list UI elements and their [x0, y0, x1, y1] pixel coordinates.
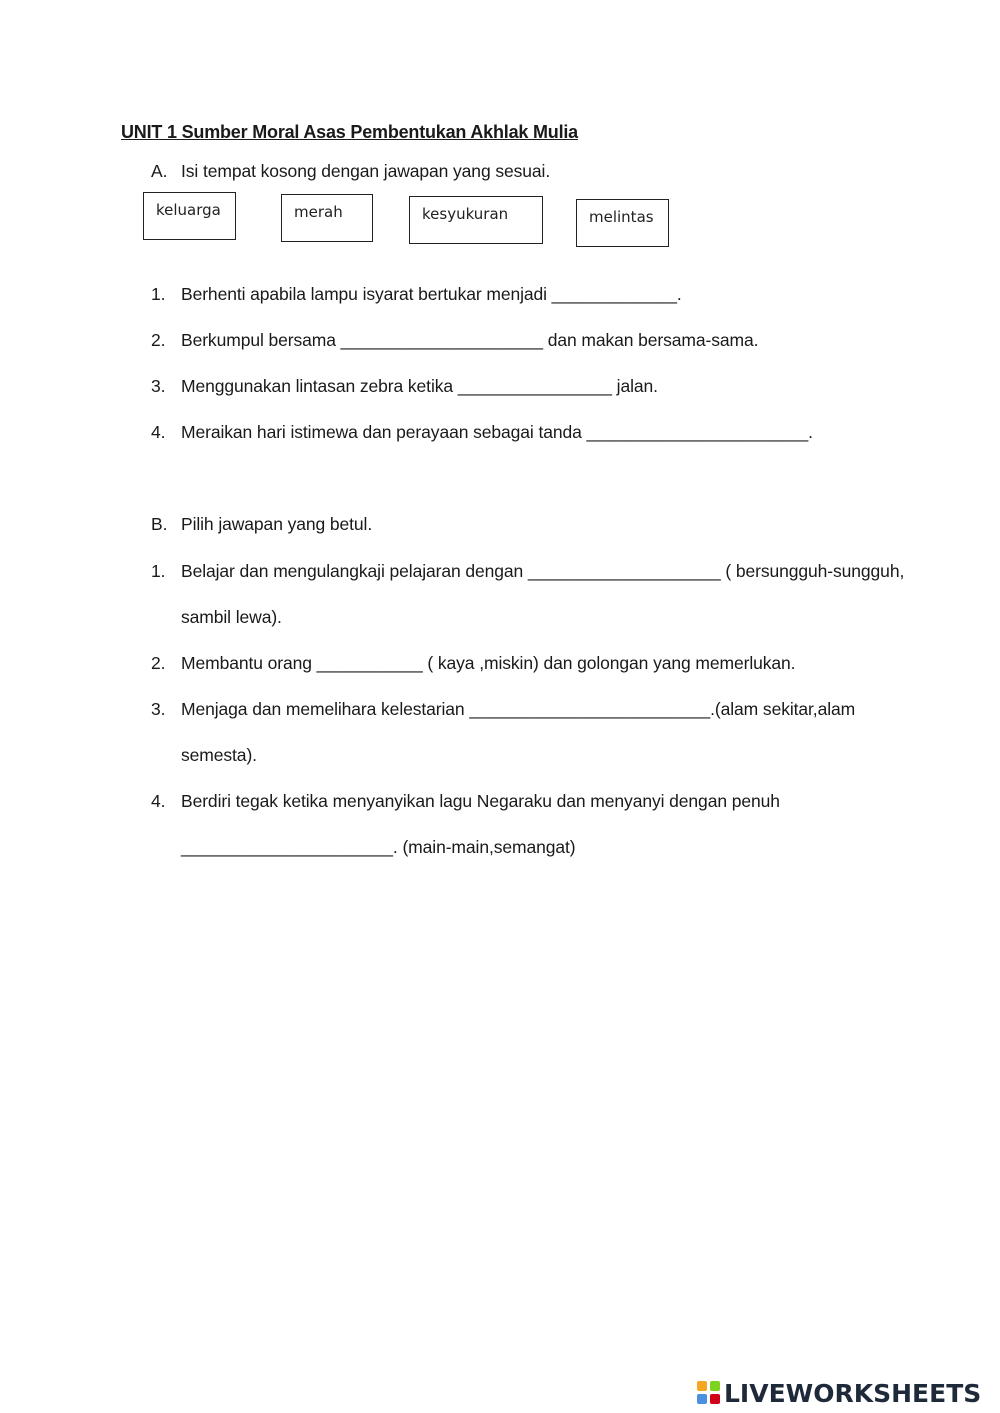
word-box-label: merah: [294, 203, 343, 221]
question-number: 2.: [151, 653, 166, 673]
question-a-3[interactable]: [151, 376, 658, 397]
question-b-4[interactable]: [151, 791, 780, 812]
liveworksheets-logo[interactable]: [697, 1378, 981, 1408]
section-b-instruction: Pilih jawapan yang betul.: [181, 514, 373, 534]
question-number: 3.: [151, 699, 166, 719]
section-b-label: B.: [151, 514, 168, 534]
word-box-kesyukuran[interactable]: [409, 196, 543, 244]
question-a-2[interactable]: [151, 330, 758, 351]
word-box-keluarga[interactable]: [143, 192, 236, 240]
word-box-label: melintas: [589, 208, 654, 226]
section-a-instruction: Isi tempat kosong dengan jawapan yang sesuai.: [181, 161, 551, 181]
question-b-2[interactable]: [151, 653, 795, 674]
question-a-1[interactable]: [151, 284, 682, 305]
question-number: 3.: [151, 376, 166, 396]
question-text: Belajar dan mengulangkaji pelajaran dengan ____________________ ( bersungguh-sungguh,: [181, 561, 905, 581]
question-number: 4.: [151, 422, 166, 442]
question-number: 4.: [151, 791, 166, 811]
liveworksheets-logo-icon: [697, 1381, 721, 1405]
word-box-label: keluarga: [156, 201, 221, 219]
question-number: 1.: [151, 561, 166, 581]
section-b-heading: [151, 514, 372, 535]
question-text: Menggunakan lintasan zebra ketika ________________ jalan.: [181, 376, 658, 396]
section-a-heading: [151, 161, 550, 182]
word-box-label: kesyukuran: [422, 205, 509, 223]
question-b-1[interactable]: [151, 561, 904, 582]
section-a-label: A.: [151, 161, 168, 181]
question-b-1-continuation: sambil lewa).: [181, 607, 282, 627]
question-text: Berdiri tegak ketika menyanyikan lagu Negaraku dan menyanyi dengan penuh: [181, 791, 780, 811]
page-title: UNIT 1 Sumber Moral Asas Pembentukan Akhlak Mulia: [121, 122, 578, 142]
question-a-4[interactable]: [151, 422, 813, 443]
question-b-4-continuation: ______________________. (main-main,semangat): [181, 837, 576, 857]
question-text: Meraikan hari istimewa dan perayaan sebagai tanda _______________________.: [181, 422, 813, 442]
question-b-3[interactable]: [151, 699, 855, 720]
question-number: 2.: [151, 330, 166, 350]
question-text: Membantu orang ___________ ( kaya ,miskin) dan golongan yang memerlukan.: [181, 653, 796, 673]
word-box-melintas[interactable]: [576, 199, 669, 247]
word-box-merah[interactable]: [281, 194, 373, 242]
question-text: Menjaga dan memelihara kelestarian _________________________.(alam sekitar,alam: [181, 699, 856, 719]
logo-text: LIVEWORKSHEETS: [724, 1378, 982, 1408]
question-text: Berhenti apabila lampu isyarat bertukar menjadi _____________.: [181, 284, 682, 304]
question-b-3-continuation: semesta).: [181, 745, 257, 765]
question-text: Berkumpul bersama _____________________ dan makan bersama-sama.: [181, 330, 759, 350]
question-number: 1.: [151, 284, 166, 304]
